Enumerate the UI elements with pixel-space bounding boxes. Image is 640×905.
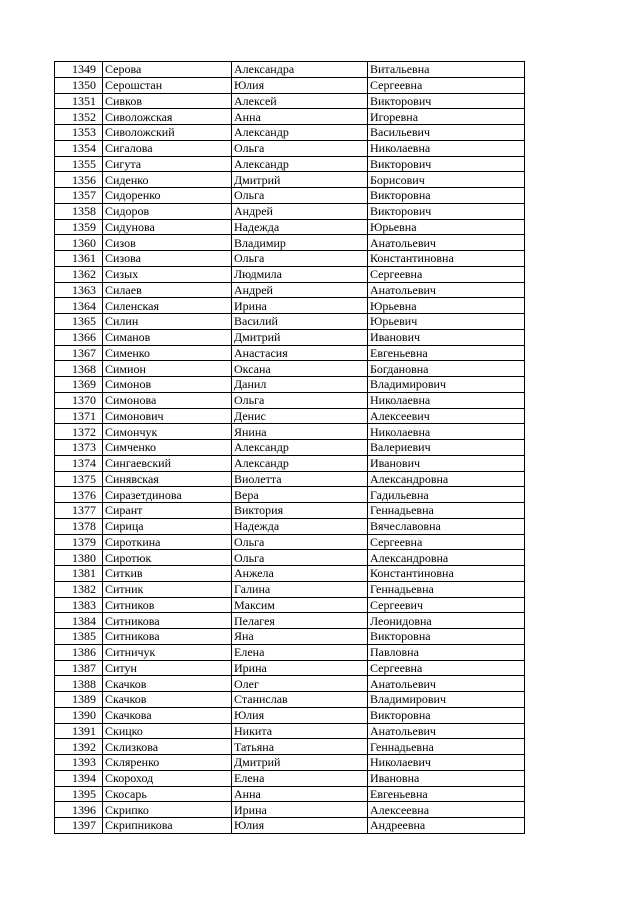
first-name-cell: Ольга [232,251,368,267]
names-table-body [55,62,525,834]
first-name-cell: Станислав [232,692,368,708]
table-row [55,93,525,109]
first-name-cell: Вера [232,487,368,503]
table-row [55,739,525,755]
first-name-cell: Оксана [232,361,368,377]
patronymic-cell: Викторовна [368,629,525,645]
last-name-cell: Синявская [103,471,232,487]
table-row [55,518,525,534]
row-number-cell: 1363 [55,282,103,298]
first-name-cell: Александр [232,455,368,471]
patronymic-cell: Борисович [368,172,525,188]
last-name-cell: Силин [103,314,232,330]
table-row [55,251,525,267]
table-row [55,455,525,471]
last-name-cell: Скляренко [103,755,232,771]
table-row [55,755,525,771]
last-name-cell: Сиволожский [103,125,232,141]
first-name-cell: Ольга [232,392,368,408]
first-name-cell: Владимир [232,235,368,251]
last-name-cell: Скачков [103,676,232,692]
table-row [55,62,525,78]
patronymic-cell: Валериевич [368,440,525,456]
first-name-cell: Юлия [232,707,368,723]
patronymic-cell: Владимирович [368,377,525,393]
row-number-cell: 1394 [55,770,103,786]
table-row [55,471,525,487]
last-name-cell: Склизкова [103,739,232,755]
patronymic-cell: Иванович [368,455,525,471]
last-name-cell: Серошстан [103,77,232,93]
last-name-cell: Ситникова [103,629,232,645]
first-name-cell: Надежда [232,219,368,235]
last-name-cell: Сизов [103,235,232,251]
first-name-cell: Ольга [232,188,368,204]
first-name-cell: Надежда [232,518,368,534]
last-name-cell: Ситникова [103,613,232,629]
row-number-cell: 1362 [55,266,103,282]
table-row [55,156,525,172]
table-row [55,392,525,408]
first-name-cell: Данил [232,377,368,393]
first-name-cell: Андрей [232,282,368,298]
first-name-cell: Юлия [232,818,368,834]
patronymic-cell: Андреевна [368,818,525,834]
patronymic-cell: Вячеславовна [368,518,525,534]
last-name-cell: Сиротюк [103,550,232,566]
last-name-cell: Сименко [103,345,232,361]
first-name-cell: Елена [232,644,368,660]
patronymic-cell: Сергеевна [368,534,525,550]
table-row [55,408,525,424]
row-number-cell: 1360 [55,235,103,251]
patronymic-cell: Анатольевич [368,282,525,298]
first-name-cell: Елена [232,770,368,786]
last-name-cell: Сизых [103,266,232,282]
patronymic-cell: Николаевич [368,755,525,771]
table-row [55,140,525,156]
last-name-cell: Скрипко [103,802,232,818]
patronymic-cell: Николаевна [368,424,525,440]
last-name-cell: Серова [103,62,232,78]
row-number-cell: 1373 [55,440,103,456]
table-row [55,487,525,503]
last-name-cell: Силаев [103,282,232,298]
table-row [55,692,525,708]
last-name-cell: Сингаевский [103,455,232,471]
table-row [55,613,525,629]
patronymic-cell: Анатольевич [368,235,525,251]
table-row [55,109,525,125]
patronymic-cell: Юрьевич [368,314,525,330]
first-name-cell: Юлия [232,77,368,93]
last-name-cell: Сиволожская [103,109,232,125]
last-name-cell: Сиразетдинова [103,487,232,503]
row-number-cell: 1354 [55,140,103,156]
first-name-cell: Никита [232,723,368,739]
patronymic-cell: Сергеевна [368,266,525,282]
last-name-cell: Силенская [103,298,232,314]
last-name-cell: Сигалова [103,140,232,156]
row-number-cell: 1374 [55,455,103,471]
row-number-cell: 1388 [55,676,103,692]
patronymic-cell: Алексеевна [368,802,525,818]
first-name-cell: Галина [232,581,368,597]
row-number-cell: 1367 [55,345,103,361]
patronymic-cell: Сергеевич [368,597,525,613]
table-row [55,314,525,330]
row-number-cell: 1372 [55,424,103,440]
patronymic-cell: Сергеевна [368,660,525,676]
first-name-cell: Анжела [232,566,368,582]
first-name-cell: Янина [232,424,368,440]
patronymic-cell: Васильевич [368,125,525,141]
first-name-cell: Алексей [232,93,368,109]
first-name-cell: Яна [232,629,368,645]
last-name-cell: Скрипникова [103,818,232,834]
first-name-cell: Дмитрий [232,755,368,771]
last-name-cell: Симанов [103,329,232,345]
table-row [55,345,525,361]
table-row [55,566,525,582]
patronymic-cell: Геннадьевна [368,503,525,519]
row-number-cell: 1395 [55,786,103,802]
table-row [55,534,525,550]
first-name-cell: Ольга [232,534,368,550]
row-number-cell: 1349 [55,62,103,78]
table-row [55,440,525,456]
patronymic-cell: Иванович [368,329,525,345]
patronymic-cell: Николаевна [368,140,525,156]
row-number-cell: 1353 [55,125,103,141]
row-number-cell: 1397 [55,818,103,834]
last-name-cell: Ситник [103,581,232,597]
first-name-cell: Александр [232,156,368,172]
patronymic-cell: Игоревна [368,109,525,125]
table-row [55,644,525,660]
table-row [55,172,525,188]
patronymic-cell: Константиновна [368,566,525,582]
patronymic-cell: Викторович [368,156,525,172]
table-row [55,818,525,834]
row-number-cell: 1382 [55,581,103,597]
patronymic-cell: Ивановна [368,770,525,786]
last-name-cell: Скороход [103,770,232,786]
last-name-cell: Сироткина [103,534,232,550]
patronymic-cell: Владимирович [368,692,525,708]
patronymic-cell: Викторович [368,203,525,219]
patronymic-cell: Викторович [368,93,525,109]
last-name-cell: Скачков [103,692,232,708]
last-name-cell: Сирица [103,518,232,534]
patronymic-cell: Гадильевна [368,487,525,503]
table-row [55,503,525,519]
patronymic-cell: Анатольевич [368,676,525,692]
table-row [55,361,525,377]
patronymic-cell: Геннадьевна [368,581,525,597]
patronymic-cell: Сергеевна [368,77,525,93]
row-number-cell: 1356 [55,172,103,188]
first-name-cell: Виолетта [232,471,368,487]
first-name-cell: Ольга [232,140,368,156]
table-row [55,786,525,802]
first-name-cell: Александра [232,62,368,78]
row-number-cell: 1386 [55,644,103,660]
first-name-cell: Олег [232,676,368,692]
patronymic-cell: Анатольевич [368,723,525,739]
table-row [55,550,525,566]
first-name-cell: Ирина [232,298,368,314]
row-number-cell: 1351 [55,93,103,109]
row-number-cell: 1396 [55,802,103,818]
table-row [55,266,525,282]
table-row [55,125,525,141]
first-name-cell: Людмила [232,266,368,282]
row-number-cell: 1361 [55,251,103,267]
row-number-cell: 1393 [55,755,103,771]
row-number-cell: 1366 [55,329,103,345]
table-row [55,203,525,219]
first-name-cell: Александр [232,125,368,141]
row-number-cell: 1359 [55,219,103,235]
last-name-cell: Скосарь [103,786,232,802]
table-row [55,597,525,613]
row-number-cell: 1381 [55,566,103,582]
patronymic-cell: Леонидовна [368,613,525,629]
table-row [55,235,525,251]
row-number-cell: 1385 [55,629,103,645]
table-row [55,629,525,645]
first-name-cell: Ирина [232,660,368,676]
last-name-cell: Ситничук [103,644,232,660]
row-number-cell: 1355 [55,156,103,172]
last-name-cell: Ситкив [103,566,232,582]
row-number-cell: 1380 [55,550,103,566]
first-name-cell: Василий [232,314,368,330]
table-row [55,723,525,739]
last-name-cell: Сиденко [103,172,232,188]
last-name-cell: Симион [103,361,232,377]
patronymic-cell: Богдановна [368,361,525,377]
last-name-cell: Сидоренко [103,188,232,204]
table-row [55,424,525,440]
table-row [55,581,525,597]
last-name-cell: Симонович [103,408,232,424]
names-table [54,61,525,834]
row-number-cell: 1364 [55,298,103,314]
row-number-cell: 1365 [55,314,103,330]
row-number-cell: 1379 [55,534,103,550]
patronymic-cell: Витальевна [368,62,525,78]
last-name-cell: Ситников [103,597,232,613]
first-name-cell: Виктория [232,503,368,519]
first-name-cell: Максим [232,597,368,613]
row-number-cell: 1377 [55,503,103,519]
last-name-cell: Сидоров [103,203,232,219]
patronymic-cell: Алексеевич [368,408,525,424]
row-number-cell: 1352 [55,109,103,125]
first-name-cell: Александр [232,440,368,456]
table-row [55,219,525,235]
table-row [55,329,525,345]
table-row [55,660,525,676]
table-row [55,802,525,818]
last-name-cell: Симченко [103,440,232,456]
table-row [55,298,525,314]
last-name-cell: Сидунова [103,219,232,235]
patronymic-cell: Юрьевна [368,298,525,314]
last-name-cell: Сигута [103,156,232,172]
first-name-cell: Денис [232,408,368,424]
patronymic-cell: Александровна [368,471,525,487]
patronymic-cell: Евгеньевна [368,345,525,361]
row-number-cell: 1368 [55,361,103,377]
row-number-cell: 1376 [55,487,103,503]
last-name-cell: Симончук [103,424,232,440]
row-number-cell: 1391 [55,723,103,739]
row-number-cell: 1392 [55,739,103,755]
last-name-cell: Скачкова [103,707,232,723]
row-number-cell: 1358 [55,203,103,219]
patronymic-cell: Константиновна [368,251,525,267]
table-row [55,377,525,393]
row-number-cell: 1384 [55,613,103,629]
first-name-cell: Анастасия [232,345,368,361]
row-number-cell: 1383 [55,597,103,613]
last-name-cell: Скицко [103,723,232,739]
first-name-cell: Андрей [232,203,368,219]
first-name-cell: Дмитрий [232,172,368,188]
row-number-cell: 1357 [55,188,103,204]
row-number-cell: 1369 [55,377,103,393]
first-name-cell: Анна [232,786,368,802]
row-number-cell: 1387 [55,660,103,676]
first-name-cell: Анна [232,109,368,125]
first-name-cell: Дмитрий [232,329,368,345]
table-row [55,188,525,204]
last-name-cell: Сирант [103,503,232,519]
last-name-cell: Симонов [103,377,232,393]
patronymic-cell: Викторовна [368,707,525,723]
table-row [55,282,525,298]
first-name-cell: Ольга [232,550,368,566]
patronymic-cell: Юрьевна [368,219,525,235]
row-number-cell: 1375 [55,471,103,487]
patronymic-cell: Евгеньевна [368,786,525,802]
table-row [55,707,525,723]
row-number-cell: 1378 [55,518,103,534]
patronymic-cell: Викторовна [368,188,525,204]
last-name-cell: Сизова [103,251,232,267]
first-name-cell: Ирина [232,802,368,818]
row-number-cell: 1389 [55,692,103,708]
patronymic-cell: Геннадьевна [368,739,525,755]
row-number-cell: 1370 [55,392,103,408]
first-name-cell: Пелагея [232,613,368,629]
patronymic-cell: Павловна [368,644,525,660]
patronymic-cell: Николаевна [368,392,525,408]
last-name-cell: Ситун [103,660,232,676]
last-name-cell: Сивков [103,93,232,109]
first-name-cell: Татьяна [232,739,368,755]
row-number-cell: 1390 [55,707,103,723]
row-number-cell: 1350 [55,77,103,93]
table-row [55,770,525,786]
patronymic-cell: Александровна [368,550,525,566]
row-number-cell: 1371 [55,408,103,424]
table-row [55,676,525,692]
last-name-cell: Симонова [103,392,232,408]
table-row [55,77,525,93]
